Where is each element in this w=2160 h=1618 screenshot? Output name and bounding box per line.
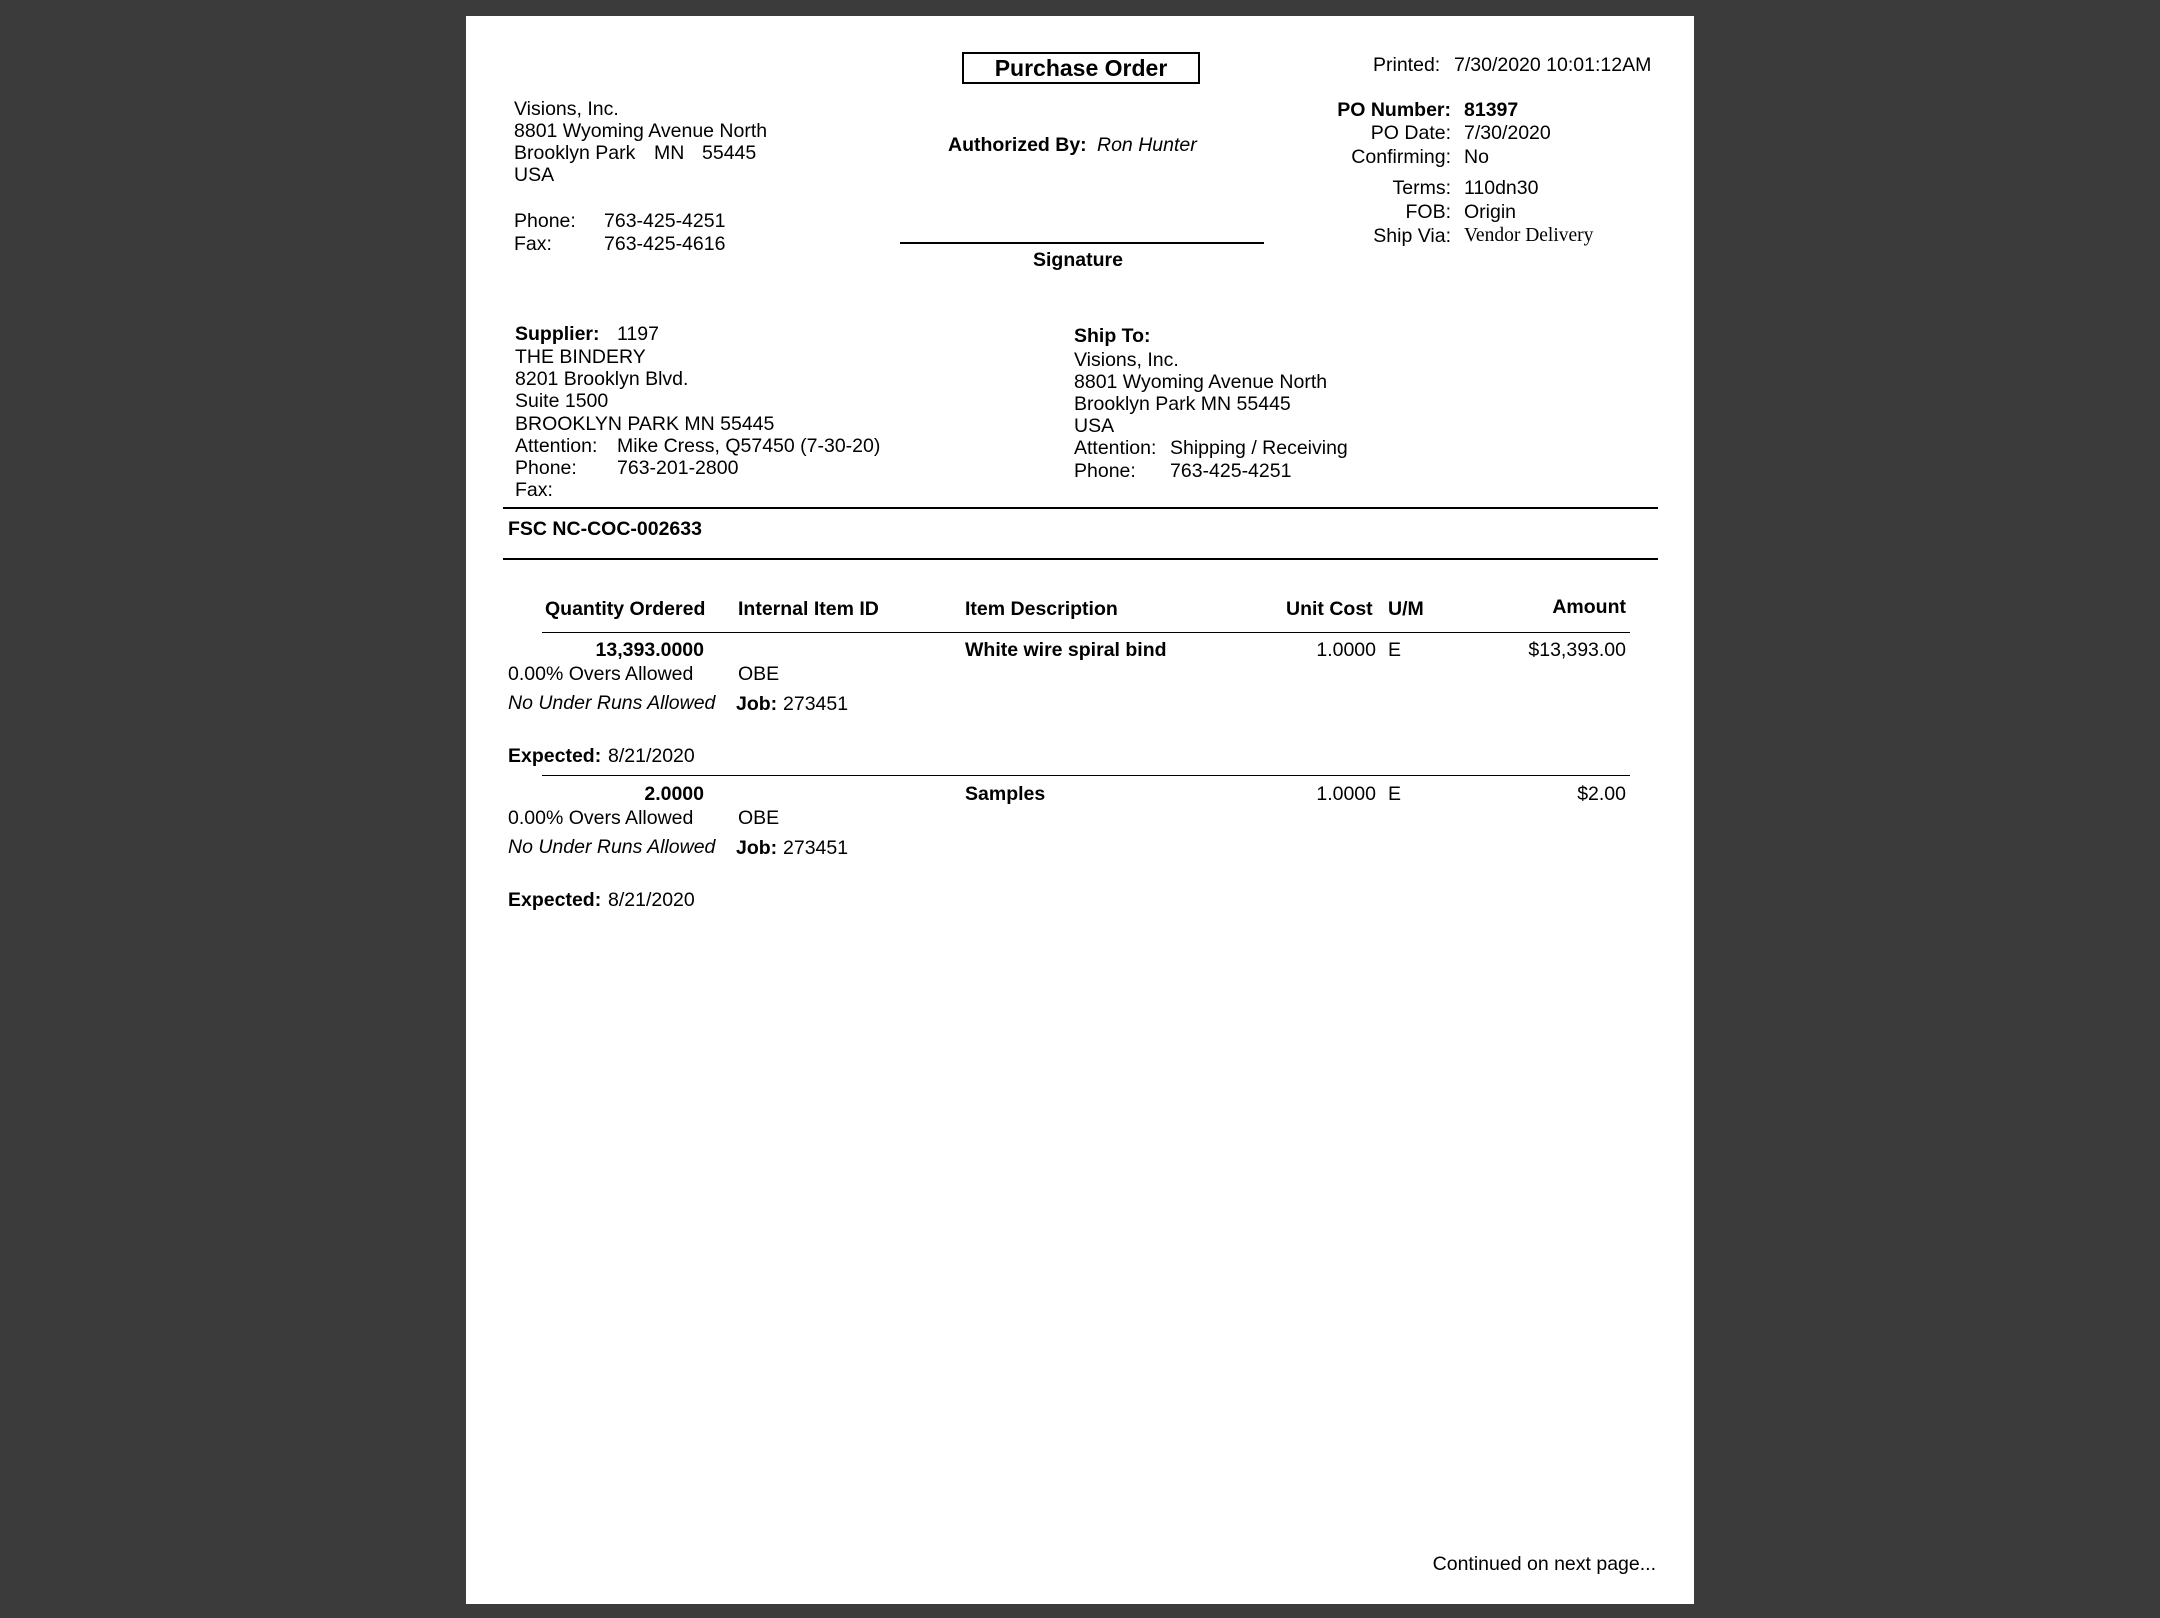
- company-fax: 763-425-4616: [604, 233, 726, 255]
- row-unit-cost: 1.0000: [1316, 639, 1376, 661]
- row-description: Samples: [965, 783, 1046, 805]
- supplier-id: 1197: [617, 323, 659, 345]
- signature-line: [900, 242, 1264, 244]
- row-job: 273451: [783, 693, 849, 715]
- po-number: 81397: [1464, 99, 1519, 121]
- col-amount: Amount: [1552, 596, 1626, 618]
- ship-to-attention: Shipping / Receiving: [1170, 437, 1348, 459]
- supplier-address1: 8201 Brooklyn Blvd.: [515, 368, 689, 390]
- company-state: MN: [654, 142, 685, 164]
- ship-to-address: 8801 Wyoming Avenue North: [1074, 371, 1328, 393]
- row-separator: [542, 775, 1630, 776]
- po-date-label: PO Date:: [1370, 122, 1451, 144]
- company-phone: 763-425-4251: [604, 210, 726, 232]
- row-job: 273451: [783, 837, 849, 859]
- row-unit-cost: 1.0000: [1316, 783, 1376, 805]
- table-header-rule: [542, 632, 1630, 633]
- supplier-city-line: BROOKLYN PARK MN 55445: [515, 413, 775, 435]
- supplier-fax-label: Fax:: [515, 479, 553, 501]
- divider-bottom: [503, 558, 1658, 560]
- authorized-by-name: Ron Hunter: [1097, 134, 1197, 156]
- document-page: [466, 16, 1694, 1604]
- divider-top: [503, 507, 1658, 509]
- row-overs: 0.00% Overs Allowed: [508, 807, 694, 829]
- company-fax-label: Fax:: [514, 233, 552, 255]
- row-overs: 0.00% Overs Allowed: [508, 663, 694, 685]
- ship-to-phone: 763-425-4251: [1170, 460, 1292, 482]
- row-job-label: Job:: [736, 693, 778, 715]
- ship-to-attention-label: Attention:: [1074, 437, 1157, 459]
- row-um: E: [1388, 783, 1402, 805]
- confirming-value: No: [1464, 146, 1489, 168]
- fob-label: FOB:: [1405, 201, 1451, 223]
- supplier-address2: Suite 1500: [515, 390, 609, 412]
- supplier-phone: 763-201-2800: [617, 457, 739, 479]
- row-item-id: OBE: [738, 807, 780, 829]
- supplier-phone-label: Phone:: [515, 457, 577, 479]
- col-item-description: Item Description: [965, 598, 1118, 620]
- col-quantity-ordered: Quantity Ordered: [545, 598, 706, 620]
- company-name: Visions, Inc.: [514, 98, 619, 120]
- continued-note: Continued on next page...: [1432, 1553, 1656, 1575]
- row-expected-label: Expected:: [508, 745, 602, 767]
- row-item-id: OBE: [738, 663, 780, 685]
- company-address: 8801 Wyoming Avenue North: [514, 120, 768, 142]
- certification-code: FSC NC-COC-002633: [508, 518, 702, 540]
- terms-value: 110dn30: [1464, 177, 1539, 199]
- col-unit-cost: Unit Cost: [1286, 598, 1373, 620]
- signature-label: Signature: [1033, 249, 1123, 271]
- ship-via-value: Vendor Delivery: [1464, 225, 1594, 246]
- supplier-name: THE BINDERY: [515, 346, 646, 368]
- col-internal-item-id: Internal Item ID: [738, 598, 879, 620]
- supplier-attention: Mike Cress, Q57450 (7-30-20): [617, 435, 881, 457]
- row-description: White wire spiral bind: [965, 639, 1167, 661]
- printed-label: Printed:: [1373, 54, 1441, 76]
- confirming-label: Confirming:: [1351, 146, 1451, 168]
- row-amount: $13,393.00: [1528, 639, 1626, 661]
- company-city: Brooklyn Park: [514, 142, 636, 164]
- company-country: USA: [514, 164, 555, 186]
- ship-to-label: Ship To:: [1074, 325, 1151, 347]
- row-expected: 8/21/2020: [608, 745, 695, 767]
- row-underruns: No Under Runs Allowed: [508, 692, 716, 714]
- company-zip: 55445: [702, 142, 757, 164]
- po-date: 7/30/2020: [1464, 122, 1551, 144]
- ship-via-label: Ship Via:: [1373, 225, 1451, 247]
- row-quantity: 13,393.0000: [595, 639, 704, 661]
- row-underruns: No Under Runs Allowed: [508, 836, 716, 858]
- ship-to-country: USA: [1074, 415, 1115, 437]
- row-um: E: [1388, 639, 1402, 661]
- printed-value: 7/30/2020 10:01:12AM: [1454, 54, 1652, 76]
- ship-to-phone-label: Phone:: [1074, 460, 1136, 482]
- row-quantity: 2.0000: [644, 783, 704, 805]
- company-phone-label: Phone:: [514, 210, 576, 232]
- row-amount: $2.00: [1577, 783, 1626, 805]
- ship-to-name: Visions, Inc.: [1074, 349, 1179, 371]
- po-number-label: PO Number:: [1337, 99, 1451, 121]
- supplier-attention-label: Attention:: [515, 435, 598, 457]
- authorized-by-label: Authorized By:: [948, 134, 1087, 156]
- document-title: Purchase Order: [962, 52, 1200, 84]
- col-um: U/M: [1388, 598, 1424, 620]
- row-job-label: Job:: [736, 837, 778, 859]
- fob-value: Origin: [1464, 201, 1517, 223]
- row-expected: 8/21/2020: [608, 889, 695, 911]
- supplier-label: Supplier:: [515, 323, 600, 345]
- ship-to-city-line: Brooklyn Park MN 55445: [1074, 393, 1291, 415]
- terms-label: Terms:: [1392, 177, 1451, 199]
- row-expected-label: Expected:: [508, 889, 602, 911]
